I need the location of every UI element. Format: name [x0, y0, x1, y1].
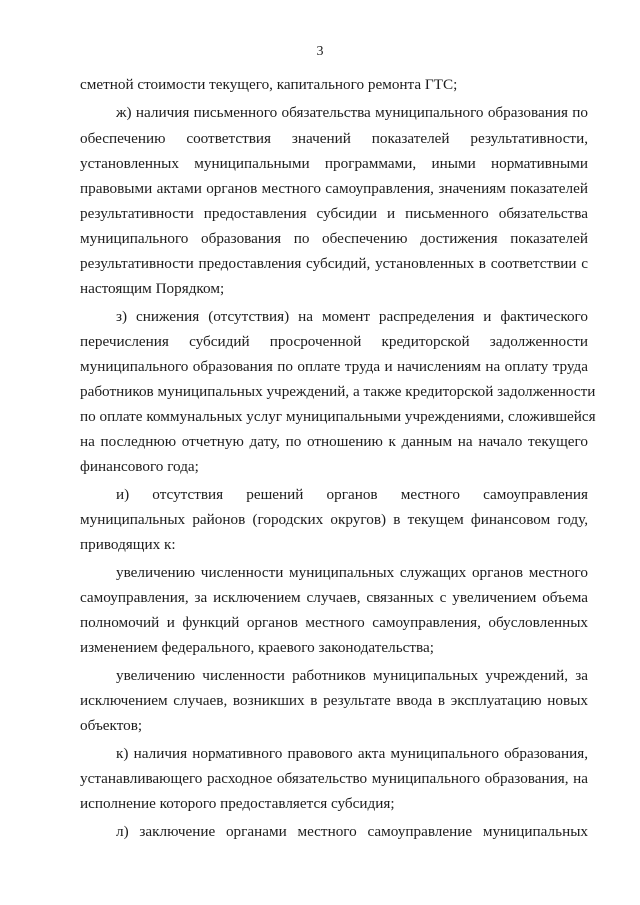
text-line: финансового года;: [80, 458, 199, 475]
text-line: результативности предоставления субсидии и письменного обязательства: [80, 205, 588, 222]
text-line: устанавливающего расходное обязательство муниципального образования, на: [80, 770, 588, 787]
text-line: на последнюю отчетную дату, по отношению к данным на начало текущего: [80, 433, 588, 450]
text-line: самоуправления, за исключением случаев, связанных с увеличением объема: [80, 589, 588, 606]
text-line: л) заключение органами местного самоуправление муниципальных: [116, 823, 588, 840]
text-line: муниципального образования по оплате труда и начислениям на оплату труда: [80, 358, 588, 375]
text-line: настоящим Порядком;: [80, 280, 225, 297]
text-line: увеличению численности работников муниципальных учреждений, за: [116, 667, 588, 684]
text-line: объектов;: [80, 717, 143, 734]
text-line: результативности предоставления субсидий, установленных в соответствии с: [80, 255, 588, 272]
text-line: з) снижения (отсутствия) на момент распределения и фактического: [116, 308, 588, 325]
text-line: по оплате коммунальных услуг муниципальными учреждениями, сложившейся: [80, 408, 596, 425]
text-line: приводящих к:: [80, 536, 176, 553]
text-line: муниципальных районов (городских округов) в текущем финансовом году,: [80, 511, 588, 528]
text-line: правовыми актами органов местного самоуправления, значениям показателей: [80, 180, 588, 197]
page-number: 3: [316, 44, 324, 59]
text-line: к) наличия нормативного правового акта муниципального образования,: [116, 745, 588, 762]
text-line: установленных муниципальными программами, иными нормативными: [80, 155, 588, 172]
text-line: увеличению численности муниципальных служащих органов местного: [116, 564, 588, 581]
text-line: исполнение которого предоставляется субсидия;: [80, 795, 395, 812]
text-line: муниципального образования по обеспечению достижения показателей: [80, 230, 588, 247]
text-line: изменением федерального, краевого законодательства;: [80, 639, 434, 656]
text-line: перечисления субсидий просроченной кредиторской задолженности: [80, 333, 588, 350]
text-line: ж) наличия письменного обязательства муниципального образования по: [116, 104, 588, 121]
text-line: полномочий и функций органов местного самоуправления, обусловленных: [80, 614, 588, 631]
text-line: и) отсутствия решений органов местного самоуправления: [116, 486, 588, 503]
text-line: исключением случаев, возникших в результате ввода в эксплуатацию новых: [80, 692, 588, 709]
text-line: работников муниципальных учреждений, а также кредиторской задолженности: [80, 383, 596, 400]
text-line: сметной стоимости текущего, капитального ремонта ГТС;: [80, 76, 458, 93]
text-line: обеспечению соответствия значений показателей результативности,: [80, 130, 588, 147]
